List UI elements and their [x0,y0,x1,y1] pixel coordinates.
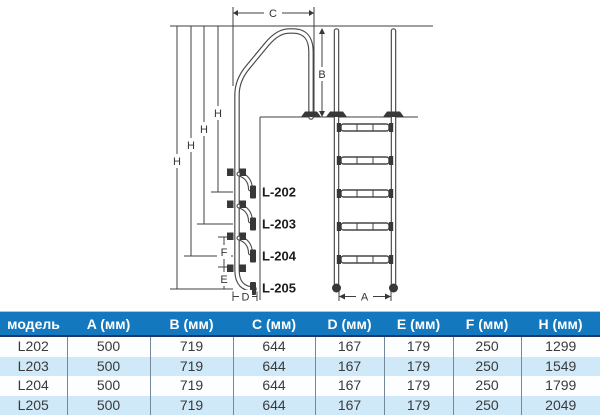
table-cell: 1299 [521,336,600,357]
table-cell: 250 [453,396,521,415]
front-view-treads [337,123,393,264]
column-header-e: E (мм) [384,312,453,337]
table-cell: 250 [453,336,521,357]
table-cell: 500 [67,396,150,415]
dim-label-b: B [318,69,326,81]
table-cell: 179 [384,336,453,357]
table-cell-model: L202 [17,338,49,354]
column-header-c: C (мм) [233,312,315,337]
table-cell: 500 [67,357,150,377]
column-header-d: D (мм) [315,312,384,337]
table-cell: 1799 [521,376,600,396]
column-header-a: A (мм) [67,312,150,337]
column-header-b: B (мм) [150,312,233,337]
table-cell: 167 [315,396,384,415]
spec-table-body [0,336,600,415]
table-row [0,376,600,396]
table-row [0,336,600,357]
side-view-fittings [227,112,321,296]
dim-label-h3: H [187,140,195,152]
table-cell: 1549 [521,357,600,377]
table-cell: 167 [315,376,384,396]
table-cell: 167 [315,357,384,377]
model-callouts [262,185,297,296]
model-label-l202: L-202 [262,184,296,200]
table-cell: 719 [150,396,233,415]
front-view-ladder [326,31,404,293]
table-row [0,396,600,415]
table-cell: 719 [150,357,233,377]
table-cell: 2049 [521,396,600,415]
header-row [0,312,600,337]
table-cell: 179 [384,396,453,415]
column-header-f: F (мм) [453,312,521,337]
dim-label-d: D [241,291,250,304]
model-label-l203: L-203 [262,216,296,232]
table-cell: 179 [384,357,453,377]
table-cell-model: L205 [17,396,49,413]
table-cell: 250 [453,376,521,396]
spec-table [0,311,600,415]
spec-table-head [0,312,600,337]
table-cell: 719 [150,336,233,357]
table-cell: 644 [233,396,315,415]
dim-label-f: F [220,247,228,259]
model-label-l205: L-205 [262,280,296,296]
table-cell: 644 [233,357,315,377]
table-cell-model: L203 [17,357,49,374]
dim-label-h1: H [214,108,222,120]
column-header-model: модель [0,312,67,337]
dim-label-h2: H [200,124,208,136]
dim-label-c: C [269,8,277,20]
table-cell: 500 [67,376,150,396]
table-row [0,357,600,377]
table-cell: 644 [233,376,315,396]
table-cell: 167 [315,336,384,357]
column-header-h: H (мм) [521,312,600,337]
dim-label-h4: H [173,156,181,168]
table-cell-model: L204 [17,377,49,393]
table-cell: 179 [384,376,453,396]
table-cell: 250 [453,357,521,377]
table-cell: 644 [233,336,315,357]
dim-label-a: A [360,291,369,304]
model-label-l204: L-204 [262,248,296,264]
table-cell: 719 [150,376,233,396]
side-view-steps [239,174,251,253]
table-cell: 500 [67,336,150,357]
dim-label-e: E [220,274,228,286]
